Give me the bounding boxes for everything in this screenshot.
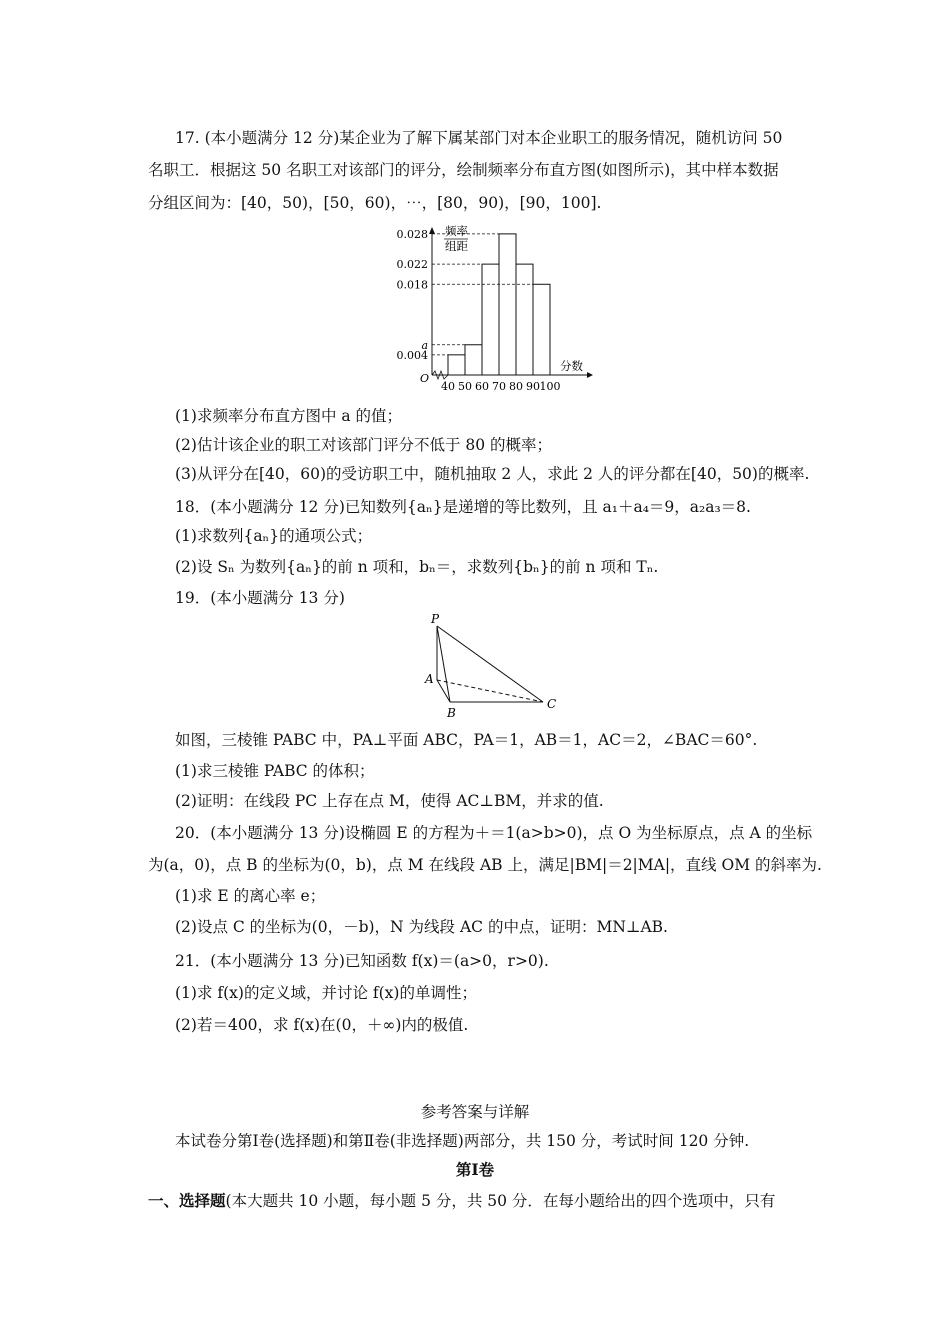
x-tick-label: 90	[526, 380, 540, 393]
histogram-bar	[516, 264, 533, 375]
x-axis-label: 分数	[560, 359, 583, 373]
section-label: 一、选择题	[148, 1191, 226, 1210]
x-tick-label: 40	[441, 380, 455, 393]
q19-stem: 如图，三棱锥 PABC 中，PA⊥平面 ABC，PA＝1，AB＝1，AC＝2，∠BAC＝60°.	[175, 731, 758, 749]
label-P: P	[431, 612, 440, 626]
q20-part2: (2)设点 C 的坐标为(0，－b)，N 为线段 AC 的中点，证明：MN⊥AB.	[175, 918, 668, 936]
section-text: (本大题共 10 小题，每小题 5 分，共 50 分．在每小题给出的四个选项中，只有	[225, 1192, 776, 1210]
label-B: B	[447, 706, 456, 720]
y-tick-label: 0.004	[396, 348, 428, 362]
x-tick-label: 70	[492, 380, 506, 393]
histogram-bar	[465, 345, 482, 375]
x-axis-arrow	[587, 372, 593, 378]
edge-PC	[437, 626, 543, 702]
answers-intro: 本试卷分第Ⅰ卷(选择题)和第Ⅱ卷(非选择题)两部分，共 150 分，考试时间 120 分钟.	[175, 1132, 750, 1150]
volume-heading: 第Ⅰ卷	[455, 1160, 495, 1179]
y-tick-label: 0.028	[396, 227, 428, 241]
y-axis-arrow	[429, 227, 435, 234]
x-tick-label: 50	[458, 380, 472, 393]
tetrahedron-figure	[415, 608, 575, 723]
q18-stem: 18．(本小题满分 12 分)已知数列{aₙ}是递增的等比数列，且 a₁＋a₄＝9，a₂a₃＝8.	[175, 498, 751, 516]
q20-stem-line2: 为(a，0)，点 B 的坐标为(0，b)，点 M 在线段 AB 上，满足|BM|＝2|MA|，直线 OM 的斜率为.	[148, 856, 822, 874]
histogram-bar	[482, 264, 499, 375]
q17-part2: (2)估计该企业的职工对该部门评分不低于 80 的概率；	[175, 436, 553, 454]
histogram-bar	[499, 234, 516, 375]
section-one-line	[148, 1190, 775, 1212]
q21-part1: (1)求 f(x)的定义域，并讨论 f(x)的单调性；	[175, 984, 477, 1002]
histogram-bar	[533, 284, 550, 375]
q17-part3: (3)从评分在[40，60)的受访职工中，随机抽取 2 人，求此 2 人的评分都在[40，50)的概率.	[175, 465, 810, 483]
q18-part1: (1)求数列{aₙ}的通项公式；	[175, 527, 373, 545]
label-C: C	[547, 697, 557, 711]
y-tick-label: 0.022	[396, 258, 428, 272]
q17-part1: (1)求频率分布直方图中 a 的值；	[175, 407, 403, 425]
y-axis-label-top: 频率	[445, 224, 468, 238]
q19-header: 19．(本小题满分 13 分)	[175, 589, 345, 607]
x-tick-label: 60	[475, 380, 489, 393]
frequency-histogram	[380, 222, 610, 397]
y-axis-label-bottom: 组距	[445, 239, 468, 253]
q21-stem: 21．(本小题满分 13 分)已知函数 f(x)＝(a>0，r>0).	[175, 952, 549, 970]
origin-label: O	[420, 372, 430, 385]
y-tick-label: 0.018	[396, 278, 428, 292]
q21-part2: (2)若＝400，求 f(x)在(0，＋∞)内的极值.	[175, 1016, 469, 1034]
y-tick-label: a	[421, 338, 428, 352]
q20-stem-line1: 20．(本小题满分 13 分)设椭圆 E 的方程为＋＝1(a>b>0)，点 O 为坐标原点，点 A 的坐标	[175, 824, 813, 842]
q17-stem-line1: 17. (本小题满分 12 分)某企业为了解下属某部门对本企业职工的服务情况，随机访问 50	[175, 129, 783, 147]
q20-part1: (1)求 E 的离心率 e；	[175, 887, 326, 905]
histogram-bar	[448, 355, 465, 375]
x-tick-label: 100	[539, 380, 561, 393]
q19-part1: (1)求三棱锥 PABC 的体积；	[175, 762, 375, 780]
answers-title: 参考答案与详解	[420, 1103, 530, 1121]
q19-part2: (2)证明：在线段 PC 上存在点 M，使得 AC⊥BM，并求的值.	[175, 792, 604, 810]
label-A: A	[425, 672, 434, 686]
x-tick-label: 80	[509, 380, 523, 393]
q17-stem-line2: 名职工．根据这 50 名职工对该部门的评分，绘制频率分布直方图(如图所示)，其中样本数据	[148, 161, 779, 179]
q18-part2: (2)设 Sₙ 为数列{aₙ}的前 n 项和，bₙ＝，求数列{bₙ}的前 n 项和 Tₙ.	[175, 558, 659, 576]
q17-stem-line3: 分组区间为：[40，50)，[50，60)，⋯，[80，90)，[90，100].	[148, 194, 602, 212]
